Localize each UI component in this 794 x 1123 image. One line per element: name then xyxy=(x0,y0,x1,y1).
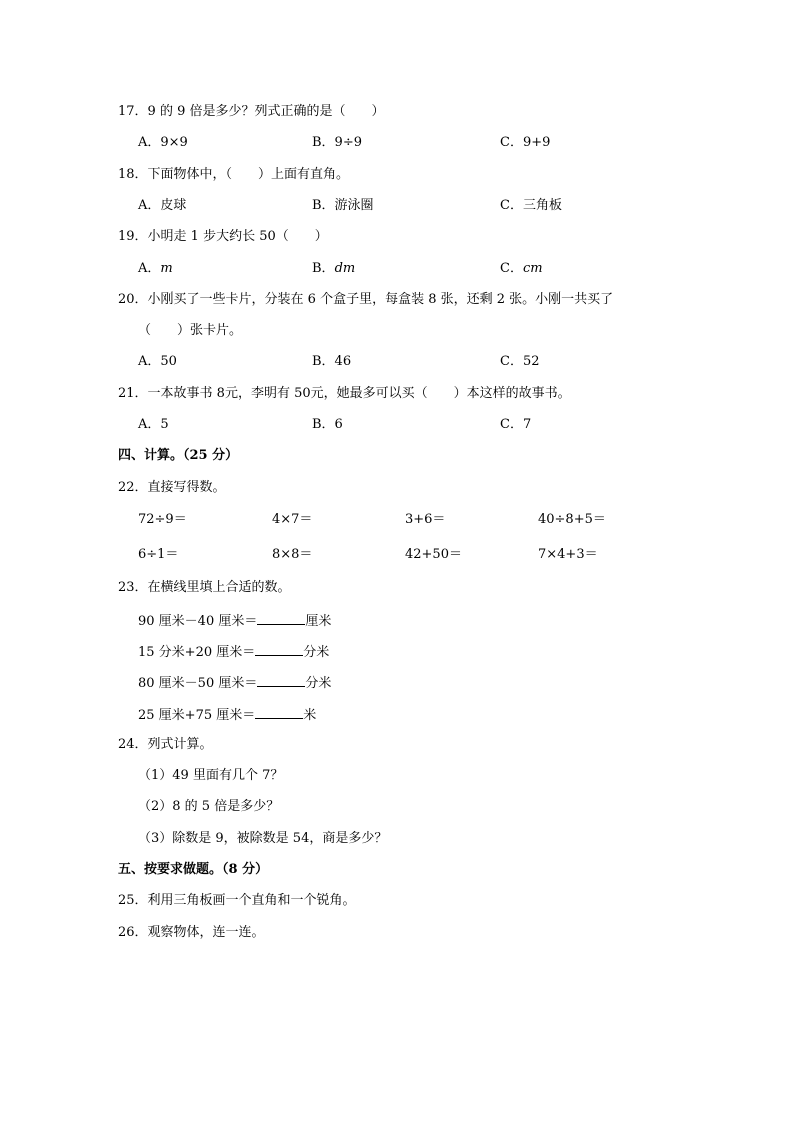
fill-blank-item: 25 厘米+75 厘米＝ 米 xyxy=(138,708,317,723)
question-20-option-c: C．52 xyxy=(500,354,540,369)
calc-item: 8×8＝ xyxy=(272,547,313,562)
question-23-stem: 23．在横线里填上合适的数。 xyxy=(118,580,291,595)
question-17-option-b: B．9÷9 xyxy=(312,135,362,150)
answer-blank[interactable] xyxy=(255,643,303,656)
question-17-stem: 17．9 的 9 倍是多少？列式正确的是（ ） xyxy=(118,104,385,119)
section-4-title: 四、计算。（25 分） xyxy=(118,448,239,463)
question-21-option-c: C．7 xyxy=(500,417,532,432)
calc-item: 72÷9＝ xyxy=(138,512,187,527)
sub-question: （1）49 里面有几个 7？ xyxy=(138,768,284,783)
sub-question: （3）除数是 9，被除数是 54，商是多少？ xyxy=(138,831,388,846)
question-22-stem: 22．直接写得数。 xyxy=(118,480,226,495)
question-24-stem: 24．列式计算。 xyxy=(118,737,213,752)
question-21-stem: 21．一本故事书 8元，李明有 50元，她最多可以买（ ）本这样的故事书。 xyxy=(118,386,571,401)
question-18-stem: 18．下面物体中，（ ）上面有直角。 xyxy=(118,167,350,182)
question-25-stem: 25．利用三角板画一个直角和一个锐角。 xyxy=(118,893,356,908)
calc-item: 3+6＝ xyxy=(405,512,446,527)
calc-item: 7×4+3＝ xyxy=(538,547,598,562)
fill-blank-item: 90 厘米－40 厘米＝ 厘米 xyxy=(138,614,332,629)
question-21-option-b: B．6 xyxy=(312,417,343,432)
question-19-option-a: A．m xyxy=(138,261,173,276)
answer-blank[interactable] xyxy=(255,706,303,719)
question-19-option-b: B．dm xyxy=(312,261,356,276)
question-18-option-a: A．皮球 xyxy=(138,198,187,213)
calc-item: 40÷8+5＝ xyxy=(538,512,606,527)
calc-item: 42+50＝ xyxy=(405,547,462,562)
question-18-option-b: B．游泳圈 xyxy=(312,198,374,213)
fill-blank-item: 80 厘米－50 厘米＝ 分米 xyxy=(138,676,332,691)
section-5-title: 五、按要求做题。（8 分） xyxy=(118,862,269,877)
calc-item: 6÷1＝ xyxy=(138,547,179,562)
question-17-option-a: A．9×9 xyxy=(138,135,188,150)
calc-item: 4×7＝ xyxy=(272,512,313,527)
question-21-option-a: A．5 xyxy=(138,417,169,432)
question-19-option-c: C．cm xyxy=(500,261,543,276)
question-20-option-b: B．46 xyxy=(312,354,352,369)
answer-blank[interactable] xyxy=(257,674,305,687)
answer-blank[interactable] xyxy=(257,612,305,625)
fill-blank-item: 15 分米+20 厘米＝ 分米 xyxy=(138,645,330,660)
sub-question: （2）8 的 5 倍是多少？ xyxy=(138,799,280,814)
question-20-stem-line2: （ ）张卡片。 xyxy=(138,323,243,338)
question-20-stem-line1: 20．小刚买了一些卡片，分装在 6 个盒子里，每盒装 8 张，还剩 2 张。小刚一共买了 xyxy=(118,292,614,307)
question-17-option-c: C．9+9 xyxy=(500,135,551,150)
question-20-option-a: A．50 xyxy=(138,354,177,369)
question-18-option-c: C．三角板 xyxy=(500,198,562,213)
question-26-stem: 26．观察物体，连一连。 xyxy=(118,925,265,940)
question-19-stem: 19．小明走 1 步大约长 50（ ） xyxy=(118,229,328,244)
